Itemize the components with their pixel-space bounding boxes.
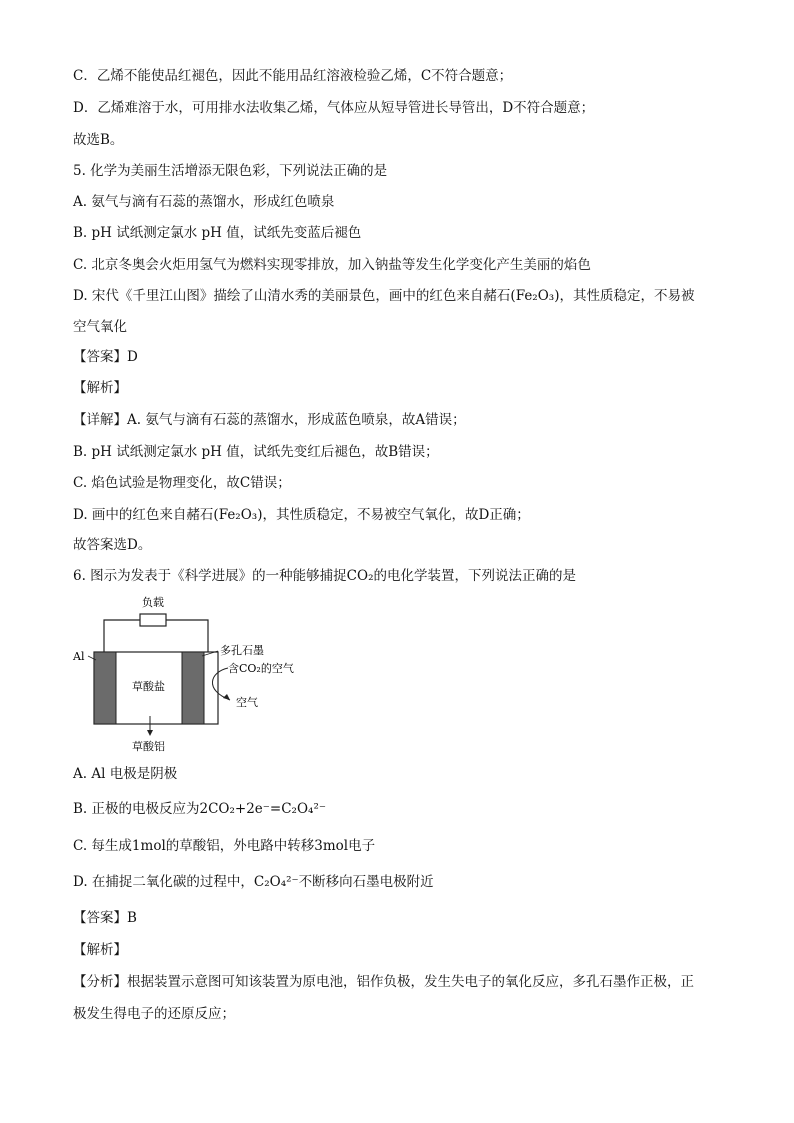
- q5-analysis-label: 【解析】: [73, 380, 127, 396]
- question-6-stem: 6. 图示为发表于《科学进展》的一种能够捕捉CO₂的电化学装置，下列说法正确的是: [73, 568, 576, 584]
- gas-out-label: 空气: [236, 696, 258, 709]
- line-2: D．乙烯难溶于水，可用排水法收集乙烯，气体应从短导管进长导管出，D不符合题意；: [73, 100, 595, 116]
- al-label: Al: [73, 650, 85, 663]
- q6-option-d: D. 在捕捉二氧化碳的过程中，C₂O₄²⁻不断移向石墨电极附近: [73, 874, 434, 890]
- q5-conclusion: 故答案选D。: [73, 537, 152, 553]
- q6-analysis-label: 【解析】: [73, 942, 127, 958]
- q5-detail-a: 【详解】A. 氨气与滴有石蕊的蒸馏水，形成蓝色喷泉，故A错误；: [73, 412, 466, 428]
- line-1: C．乙烯不能使品红褪色，因此不能用品红溶液检验乙烯，C不符合题意；: [73, 68, 513, 84]
- load-label: 负载: [142, 596, 164, 609]
- q5-option-c: C. 北京冬奥会火炬用氢气为燃料实现零排放，加入钠盐等发生化学变化产生美丽的焰色: [73, 257, 591, 273]
- q5-detail-d: D. 画中的红色来自赭石(Fe₂O₃)，其性质稳定，不易被空气氧化，故D正确；: [73, 507, 530, 523]
- q6-analysis-1: 【分析】根据装置示意图可知该装置为原电池，铝作负极，发生失电子的氧化反应，多孔石墨作正极，正: [73, 974, 694, 990]
- product-arrowhead: [147, 730, 153, 736]
- q6-analysis-2: 极发生得电子的还原反应；: [73, 1006, 235, 1022]
- q5-option-b: B. pH 试纸测定氯水 pH 值，试纸先变蓝后褪色: [73, 225, 362, 241]
- q6-option-b: B. 正极的电极反应为2CO₂+2e⁻=C₂O₄²⁻: [73, 801, 326, 817]
- graphite-label: 多孔石墨: [220, 644, 264, 657]
- q5-detail-b: B. pH 试纸测定氯水 pH 值，试纸先变红后褪色，故B错误；: [73, 444, 439, 460]
- line-3: 故选B。: [73, 132, 124, 148]
- product-label: 草酸铝: [132, 740, 165, 753]
- q6-option-c: C. 每生成1mol的草酸铝，外电路中转移3mol电子: [73, 838, 376, 854]
- q5-option-d: D. 宋代《千里江山图》描绘了山清水秀的美丽景色，画中的红色来自赭石(Fe₂O₃)，其性质稳定，不易被: [73, 288, 695, 304]
- electrolyte-label: 草酸盐: [132, 680, 165, 693]
- q5-option-d-cont: 空气氧化: [73, 319, 127, 335]
- q5-answer: 【答案】D: [73, 349, 138, 365]
- question-5-stem: 5. 化学为美丽生活增添无限色彩，下列说法正确的是: [73, 163, 388, 179]
- q5-detail-c: C. 焰色试验是物理变化，故C错误；: [73, 475, 291, 491]
- q6-option-a: A. Al 电极是阴极: [73, 766, 178, 782]
- electrochemical-device-diagram: [70, 594, 310, 754]
- al-electrode: [94, 652, 116, 724]
- graphite-electrode: [182, 652, 204, 724]
- gas-in-label: 含CO₂的空气: [228, 662, 294, 675]
- q5-option-a: A. 氨气与滴有石蕊的蒸馏水，形成红色喷泉: [73, 194, 335, 210]
- q6-answer: 【答案】B: [73, 910, 137, 926]
- gas-flow-arrowhead: [223, 694, 230, 700]
- load-resistor: [140, 614, 166, 626]
